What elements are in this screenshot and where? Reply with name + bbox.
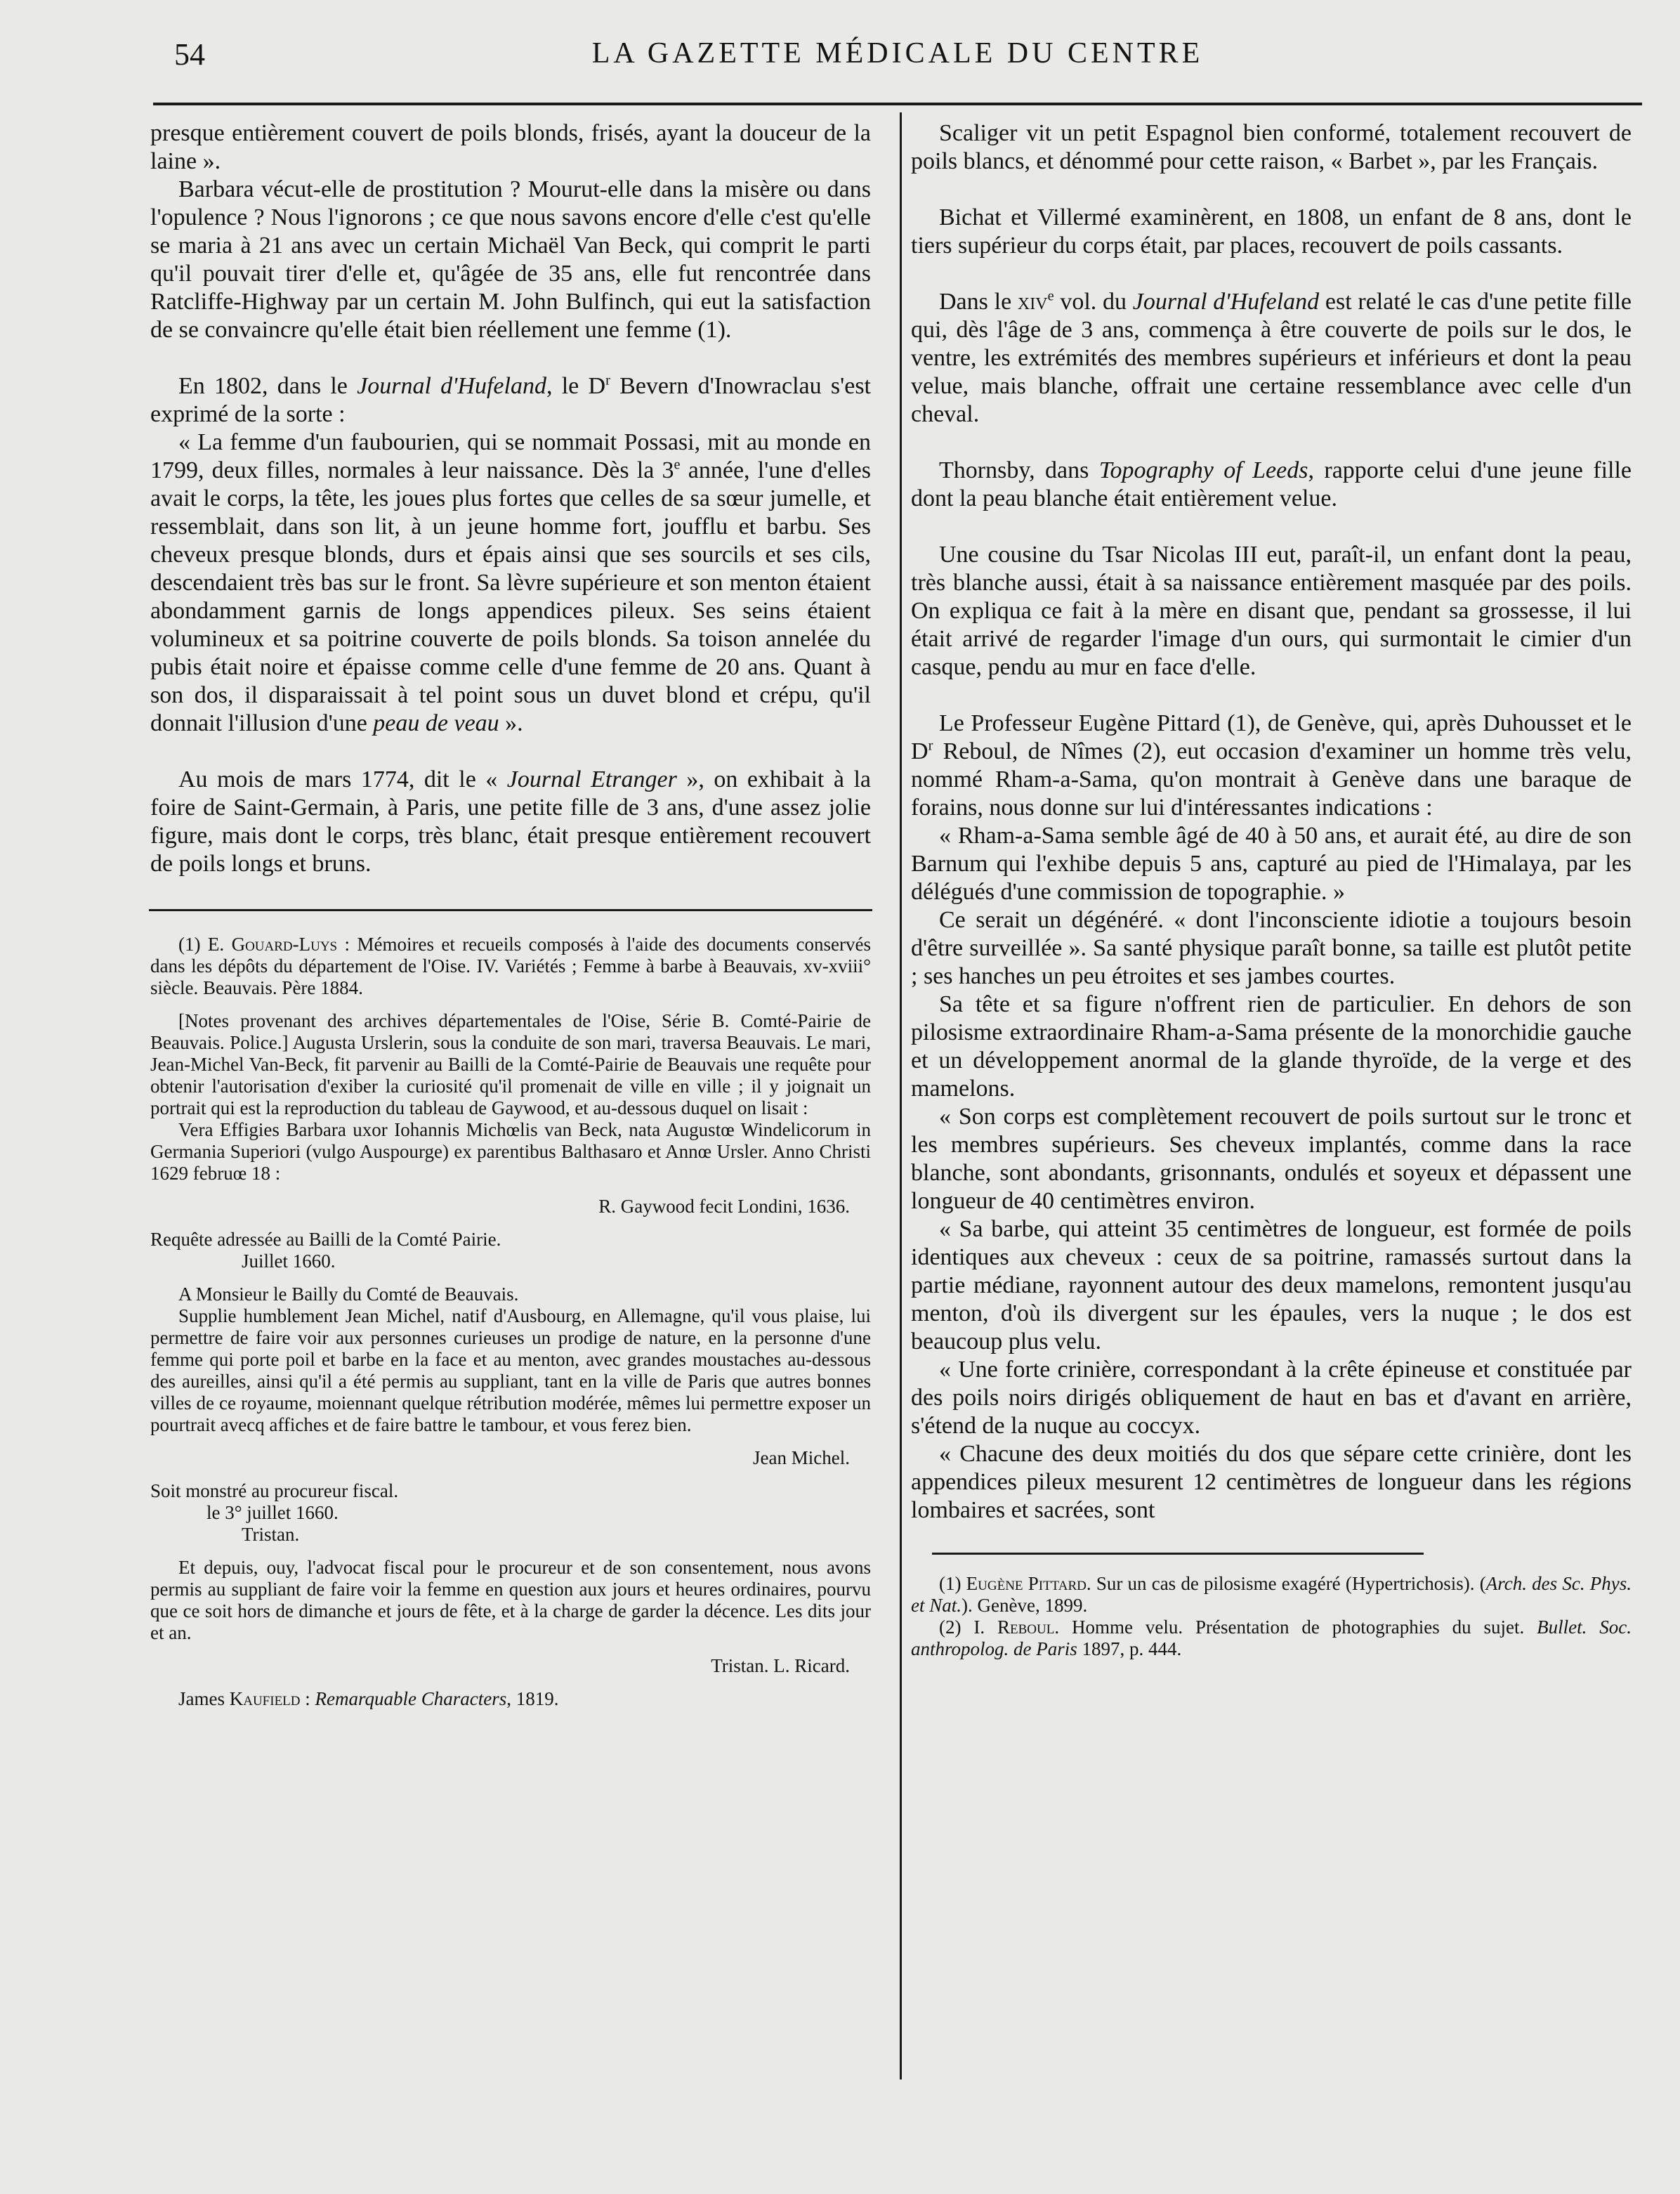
page-number: 54 [174, 37, 205, 72]
right-column [911, 119, 1632, 1660]
paragraph: Sa tête et sa figure n'offrent rien de particulier. En dehors de son pilosisme extraordinaire Rham-a-Sama présente de la monorchidie gauche et un développement anormal de la glande thyroïde, de la verge et des mamelons. [911, 991, 1632, 1102]
paragraph: Dans le xiv$^e$ vol. du Journal d'Hufeland est relaté le cas d'une petite fille qui, dès l'âge de 3 ans, commença à être couverte de poils sur le dos, le ventre, les extrémités des membres supérieurs et inférieurs et dont la peau velue, mais blanche, offrait une certaine ressemblance avec celle d'un cheval. [911, 288, 1632, 427]
footnote: Et depuis, ouy, l'advocat fiscal pour le procureur et de son consentement, nous avons permis au suppliant de faire voir la femme en question aux jours et heures ordinaires, pourvu que ce soit hors de dimanche et jours de fête, et à la charge de garder la décence. Les dits jour et an. [150, 1557, 871, 1643]
column-divider [900, 112, 902, 2079]
paragraph: « Chacune des deux moitiés du dos que sépare cette crinière, dont les appendices pileux mesurent 12 centimètres de longueur dans les régions lombaires et sacrées, sont [911, 1441, 1632, 1523]
footnote: A Monsieur le Bailly du Comté de Beauvais. [178, 1284, 519, 1305]
paragraph: « Sa barbe, qui atteint 35 centimètres de longueur, est formée de poils identiques aux cheveux : ceux de sa poitrine, ramassés surtout dans la partie médiane, rayonnent autour des deux mamelons, remontent jusqu'au menton, d'où ils divergent sur les épaules, vers la nuque ; le dos est beaucoup plus velu. [911, 1216, 1632, 1354]
footnote-signature: Jean Michel. [753, 1447, 850, 1468]
paragraph: En 1802, dans le Journal d'Hufeland, le $D^r$ Bevern d'Inowraclau s'est exprimé de la sorte : [150, 372, 872, 427]
paragraph: Bichat et Villermé examinèrent, en 1808, un enfant de 8 ans, dont le tiers supérieur du corps était, par places, recouvert de poils cassants. [911, 204, 1632, 259]
paragraph: Une cousine du Tsar Nicolas III eut, paraît-il, un enfant dont la peau, très blanche aussi, était à sa naissance entièrement masquée par des poils. On expliqua ce fait à la mère en disant que, pendant sa grossesse, il lui était arrivé de regarder l'image d'un ours, qui surmontait le cimier d'un casque, pendu au mur en face d'elle. [911, 542, 1632, 680]
paragraph: « Rham-a-Sama semble âgé de 40 à 50 ans, et aurait été, au dire de son Barnum qui l'exhibe depuis 5 ans, capturé au pied de l'Himalaya, par les délégués d'une commission de topographie. » [911, 823, 1632, 905]
footnote-heading: Requête adressée au Bailli de la Comté Pairie. [150, 1229, 501, 1250]
paragraph: Thornsby, dans Topography of Leeds, rapporte celui d'une jeune fille dont la peau blanche était entièrement velue. [911, 457, 1632, 511]
paragraph: Barbara vécut-elle de prostitution ? Mourut-elle dans la misère ou dans l'opulence ? Nous l'ignorons ; ce que nous savons encore d'elle c'est qu'elle se maria à 21 ans avec un certain Michaël Van Beck, qui comprit le parti qu'il pouvait tirer d'elle et, qu'âgée de 35 ans, elle fut rencontrée dans Ratcliffe-Highway par un certain M. John Bulfinch, qui eut la satisfaction de se convaincre qu'elle était bien réellement une femme (1). [150, 176, 871, 343]
header-rule [153, 103, 1642, 105]
footnote: [Notes provenant des archives départementales de l'Oise, Série B. Comté-Pairie de Beauvais. Police.] Augusta Urslerin, sous la conduite de son mari, traversa Beauvais. Le mari, Jean-Michel Van-Beck, fit parvenir au Bailli de la Comté-Pairie de Beauvais une requête pour obtenir l'autorisation d'exiber la curiosité qu'il promenait de ville en ville ; il y joignait un portrait qui est la reproduction du tableau de Gaywood, et au-dessous duquel on lisait : [150, 1010, 871, 1118]
footnote: Vera Effigies Barbara uxor Iohannis Michœlis van Beck, nata Augustœ Windelicorum in Germania Superiori (vulgo Auspourge) ex parentibus Balthasaro et Annœ Ursler. Anno Christi 1629 februœ 18 : [150, 1119, 871, 1184]
footnote-rule [932, 1553, 1424, 1555]
footnote-signature: R. Gaywood fecit Londini, 1636. [598, 1196, 850, 1217]
footnote-rule [149, 909, 872, 911]
footnote: Soit monstré au procureur fiscal. [150, 1480, 399, 1501]
paragraph: Au mois de mars 1774, dit le « Journal Etranger », on exhibait à la foire de Saint-Germain, à Paris, une petite fille de 3 ans, d'une assez jolie figure, mais dont le corps, très blanc, était presque entièrement recouvert de poils longs et bruns. [150, 766, 871, 877]
right-body [911, 119, 1632, 1524]
paragraph: « La femme d'un faubourien, qui se nommait Possasi, mit au monde en 1799, deux filles, normales à leur naissance. Dès la 3e année, l'une d'elles avait le corps, la tête, les joues plus fortes que celles de sa sœur jumelle, et ressemblait, dans son lit, à un jeune homme fort, joufflu et barbu. Ses cheveux presque blonds, durs et épais ainsi que ses sourcils et ses cils, descendaient très bas sur le front. Sa lèvre supérieure et son menton étaient abondamment garnis de longs appendices pileux. Ses seins étaient volumineux et sa poitrine couverte de poils blonds. Sa toison annelée du pubis était noire et épaisse comme celle d'une femme de 20 ans. Quant à son dos, il disparaissait à tel point sous un duvet blond et crépu, qu'il donnait l'illusion d'une peau de veau ». [150, 429, 872, 736]
paragraph: presque entièrement couvert de poils blonds, frisés, ayant la douceur de la laine ». [150, 120, 871, 174]
footnote: (1) Eugène Pittard. Sur un cas de pilosisme exagéré (Hypertrichosis). (Arch. des Sc. Phys. et Nat.). Genève, 1899. [911, 1573, 1632, 1616]
footnote: (2) I. Reboul. Homme velu. Présentation de photographies du sujet. Bullet. Soc. anthropolog. de Paris 1897, p. 444. [911, 1617, 1632, 1659]
page-header [153, 37, 1642, 76]
footnote: (1) E. Gouard-Luys : Mémoires et recueils composés à l'aide des documents conservés dans les dépôts du département de l'Oise. IV. Variétés ; Femme à barbe à Beauvais, xv-xviii° siècle. Beauvais. Père 1884. [150, 934, 871, 998]
footnote-signature: Tristan. L. Ricard. [711, 1655, 850, 1676]
footnote-signature: Tristan. [242, 1524, 300, 1545]
left-column [150, 119, 871, 1710]
footnote-citation: James Kaufield : Remarquable Characters, 1819. [178, 1688, 559, 1709]
right-footnotes [911, 1573, 1632, 1660]
left-body [150, 119, 871, 878]
footnote: Supplie humblement Jean Michel, natif d'Ausbourg, en Allemagne, qu'il vous plaise, lui permettre de faire voir aux personnes curieuses un prodige de nature, en la personne d'une femme qui porte poil et barbe en la face et au menton, avec grandes moustaches au-dessous des aureilles, ainsi qu'il a été permis au suppliant, tant en la ville de Paris que autres bonnes villes de ce royaume, moiennant quelque rétribution modérée, mêmes lui permettre exposer un pourtrait avecq affiches et de faire battre le tambour, et vous ferez bien. [150, 1305, 871, 1435]
paragraph: Le Professeur Eugène Pittard (1), de Genève, qui, après Duhousset et le $D^r$ Reboul, de Nîmes (2), eut occasion d'examiner un homme très velu, nommé Rham-a-Sama, qu'on montrait à Genève dans une baraque de forains, nous donne sur lui d'intéressantes indications : [911, 710, 1632, 821]
paragraph: Ce serait un dégénéré. « dont l'inconsciente idiotie a toujours besoin d'être surveillée ». Sa santé physique paraît bonne, sa taille est plutôt petite ; ses hanches un peu étroites et ses jambes courtes. [911, 907, 1632, 989]
paragraph: Scaliger vit un petit Espagnol bien conformé, totalement recouvert de poils blancs, et dénommé pour cette raison, « Barbet », par les Français. [911, 120, 1632, 174]
paragraph: « Une forte crinière, correspondant à la crête épineuse et constituée par des poils noirs dirigés obliquement de haut en bas et d'avant en arrière, s'étend de la nuque au coccyx. [911, 1357, 1632, 1439]
footnote-date: le 3° juillet 1660. [206, 1502, 339, 1523]
footnote-date: Juillet 1660. [242, 1251, 336, 1272]
left-footnotes [150, 934, 871, 1710]
paragraph: « Son corps est complètement recouvert de poils surtout sur le tronc et les membres supérieurs. Ses cheveux implantés, comme dans la race blanche, sont abondants, grisonnants, ondulés et soyeux et dépassent une longueur de 40 centimètres environ. [911, 1104, 1632, 1214]
running-title: LA GAZETTE MÉDICALE DU CENTRE [591, 37, 1204, 70]
